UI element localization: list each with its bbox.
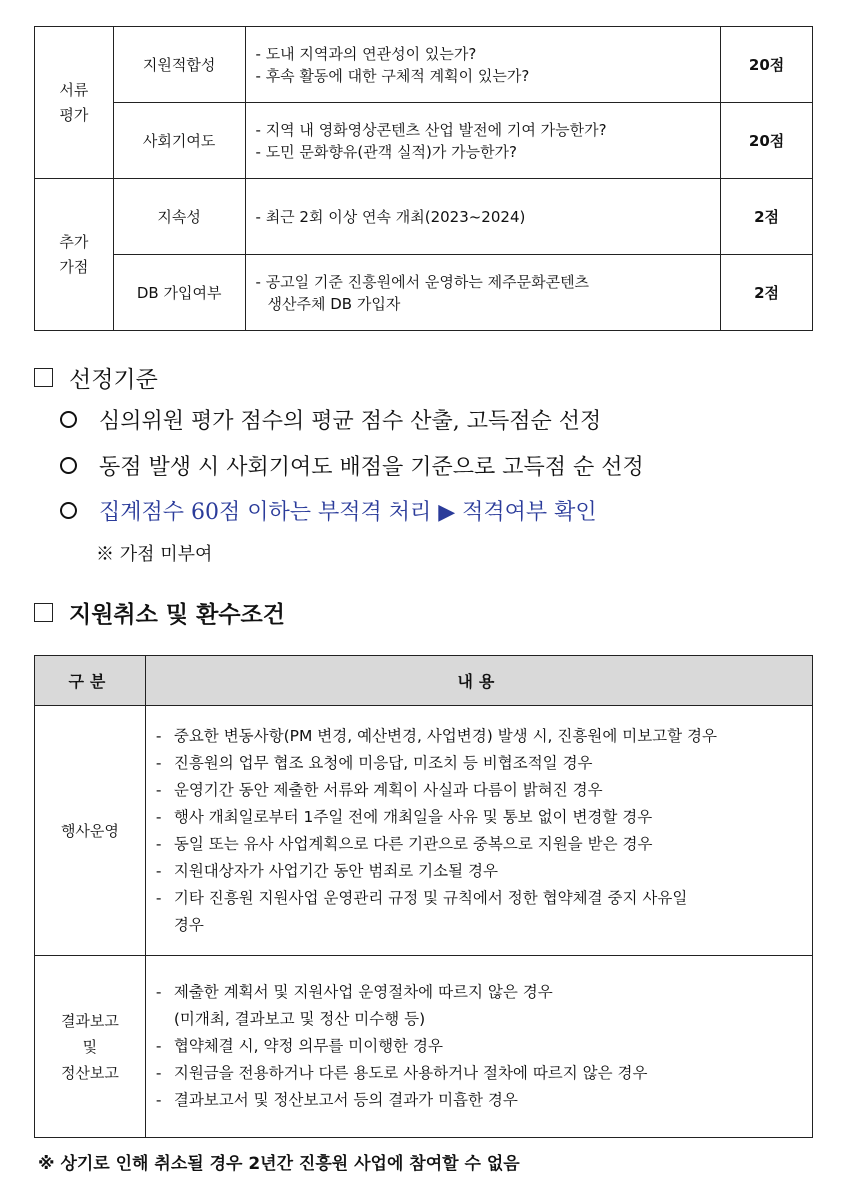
bullet-item: 동점 발생 시 사회기여도 배점을 기준으로 고득점 순 선정	[60, 450, 644, 481]
circle-bullet-icon	[60, 411, 77, 428]
score-cell: 2점	[721, 255, 813, 331]
score-cell: 2점	[721, 179, 813, 255]
circle-bullet-icon	[60, 502, 77, 519]
table-row	[35, 255, 813, 331]
subcategory-cell: 지원적합성	[113, 27, 245, 103]
row-label: 결과보고 및 정산보고	[35, 956, 146, 1138]
conditions-cell: - 중요한 변동사항(PM 변경, 예산변경, 사업변경) 발생 시, 진흥원에 미보고할 경우 - 진흥원의 업무 협조 요청에 미응답, 미조치 등 비협조적일 경우 - 운영기간 동안 제출한 서류와 계획이 사실과 다름이 밝혀진 경우 - 행사 개최일로부터 1주일 전에 개최일을 사유 및 통보 없이 변경할 경우 - 동일 또는 유사 사업계획으로 다른 기관으로 중복으로 지원을 받은 경우 - 지원대상자가 사업기간 동안 범죄로 기소될 경우 - 기타 진흥원 지원사업 운영관리 규정 및 규칙에서 정한 협약체결 중지 사유일 경우	[145, 706, 812, 956]
criteria-cell: - 최근 2회 이상 연속 개최(2023~2024)	[245, 179, 721, 255]
section-heading-selection: 선정기준	[34, 361, 158, 394]
criteria-cell: - 공고일 기준 진흥원에서 운영하는 제주문화콘텐츠 생산주체 DB 가입자	[245, 255, 721, 331]
section-heading-cancel: 지원취소 및 환수조건	[34, 596, 285, 629]
criteria-cell: - 지역 내 영화영상콘텐츠 산업 발전에 기여 가능한가? - 도민 문화향유(관객 실적)가 가능한가?	[245, 103, 721, 179]
bullet-item: 심의위원 평가 점수의 평균 점수 산출, 고득점순 선정	[60, 404, 601, 435]
bullet-item: 집계점수 60점 이하는 부적격 처리 ▶ 적격여부 확인	[60, 495, 597, 526]
circle-bullet-icon	[60, 457, 77, 474]
column-header: 구분	[35, 656, 146, 706]
table-header-row	[35, 656, 813, 706]
checkbox-square-icon	[34, 368, 53, 387]
score-cell: 20점	[721, 103, 813, 179]
table-row	[35, 27, 813, 103]
table-row	[35, 956, 813, 1138]
row-label: 행사운영	[35, 706, 146, 956]
column-header: 내용	[145, 656, 812, 706]
subcategory-cell: 사회기여도	[113, 103, 245, 179]
note-text: ※ 가점 미부여	[96, 544, 213, 565]
table-row	[35, 706, 813, 956]
subcategory-cell: 지속성	[113, 179, 245, 255]
conditions-cell: - 제출한 계획서 및 지원사업 운영절차에 따르지 않은 경우 (미개최, 결과보고 및 정산 미수행 등) - 협약체결 시, 약정 의무를 미이행한 경우 - 지원금을 전용하거나 다른 용도로 사용하거나 절차에 따르지 않은 경우 - 결과보고서 및 정산보고서 등의 결과가 미흡한 경우	[145, 956, 812, 1138]
score-cell: 20점	[721, 27, 813, 103]
table-row	[35, 103, 813, 179]
cancel-conditions-table	[34, 655, 813, 1138]
category-cell: 추가 가점	[35, 179, 114, 331]
evaluation-table	[34, 26, 813, 331]
criteria-cell: - 도내 지역과의 연관성이 있는가? - 후속 활동에 대한 구체적 계획이 있는가?	[245, 27, 721, 103]
footer-note: ※ 상기로 인해 취소될 경우 2년간 진흥원 사업에 참여할 수 없음	[38, 1154, 520, 1174]
category-cell: 서류 평가	[35, 27, 114, 179]
table-row	[35, 179, 813, 255]
subcategory-cell: DB 가입여부	[113, 255, 245, 331]
checkbox-square-icon	[34, 603, 53, 622]
